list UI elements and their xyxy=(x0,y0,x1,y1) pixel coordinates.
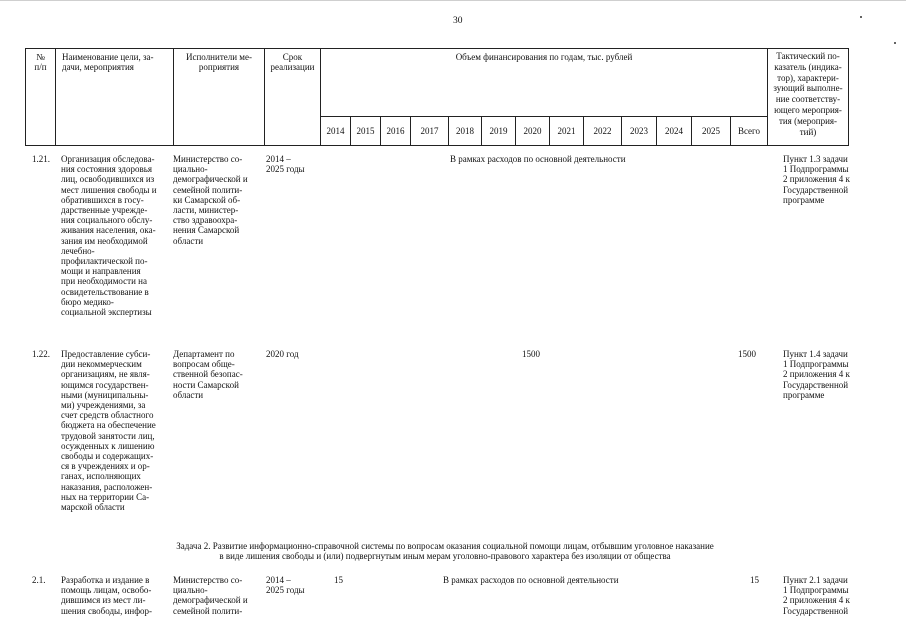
year-2025: 2025 xyxy=(692,117,731,146)
row-121-executors: Министерство со- циально- демографической и семейной полити- ки Самарской об- ласти, министер- ство здравоохра- нения Самарской области xyxy=(173,154,248,246)
header-num: № п/п xyxy=(26,49,56,146)
year-2018: 2018 xyxy=(449,117,482,146)
row-121-funding-note: В рамках расходов по основной деятельности xyxy=(450,154,626,164)
task-2-heading: Задача 2. Развитие информационно-справочной системы по вопросам оказания социальной помощи лицам, отбывшим уголовное наказание в виде лишения свободы и (или) подвергнутым иным мерам уголовно-правового характера без изоляции от общества xyxy=(176,541,714,561)
row-21-value-2014: 15 xyxy=(334,575,343,585)
year-2020: 2020 xyxy=(516,117,550,146)
row-21-total: 15 xyxy=(750,575,759,585)
year-2023: 2023 xyxy=(622,117,657,146)
row-122-total: 1500 xyxy=(738,349,756,359)
row-21-term: 2014 – 2025 годы xyxy=(266,575,305,596)
year-total: Всего xyxy=(731,117,768,146)
row-122-indicator: Пункт 1.4 задачи 1 Подпрограммы 2 приложения 4 к Государственной программе xyxy=(783,349,850,400)
row-122-term: 2020 год xyxy=(266,349,299,359)
year-2021: 2021 xyxy=(550,117,584,146)
year-2022: 2022 xyxy=(584,117,622,146)
year-2019: 2019 xyxy=(482,117,516,146)
header-name: Наименование цели, за- дачи, мероприятия xyxy=(56,49,174,146)
header-funding: Объем финансирования по годам, тыс. рублей xyxy=(321,49,768,117)
row-21-executors: Министерство со- циально- демографической и семейной полити- xyxy=(173,575,248,616)
row-121-indicator: Пункт 1.3 задачи 1 Подпрограммы 2 приложения 4 к Государственной программе xyxy=(783,154,850,205)
year-2017: 2017 xyxy=(411,117,449,146)
year-2016: 2016 xyxy=(381,117,411,146)
row-122-executors: Департамент по вопросам обще- ственной безопас- ности Самарской области xyxy=(173,349,243,400)
scan-speck xyxy=(894,42,896,44)
row-122-value-2020: 1500 xyxy=(522,349,540,359)
row-121-term: 2014 – 2025 годы xyxy=(266,154,305,175)
header-term: Срок реализации xyxy=(265,49,321,146)
row-121-name: Организация обследова- ния состояния здоровья лиц, освободившихся из мест лишения свободы и обратившихся в госу- дарственные учрежде- ния социального обслу- живания населения, ока- зания им необходимой лечебно- профилактической по- мощи и направления при необходимости на освидетельствование в бюро медико- социальной экспертизы xyxy=(61,154,157,318)
row-121-num: 1.21. xyxy=(32,154,50,164)
row-21-num: 2.1. xyxy=(32,575,46,585)
year-2015: 2015 xyxy=(351,117,381,146)
header-table xyxy=(25,48,849,146)
row-21-funding-note: В рамках расходов по основной деятельности xyxy=(443,575,619,585)
row-122-name: Предоставление субси- дии некоммерческим организациям, не явля- ющимся государствен- ными (муниципальны- ми) учреждениями, за счет средств областного бюджета на обеспечение трудовой занятости лиц, осужденных к лишению свободы и содержащих- ся в учреждениях и ор- ганах, исполняющих наказания, расположен- ных на территории Са- марской области xyxy=(61,349,156,513)
page-top-border xyxy=(0,0,906,1)
row-21-name: Разработка и издание в помощь лицам, освобо- дившимся из мест ли- шения свободы, инфор- xyxy=(61,575,153,616)
header-executors: Исполнители ме- роприятия xyxy=(174,49,265,146)
year-2024: 2024 xyxy=(657,117,692,146)
row-122-num: 1.22. xyxy=(32,349,50,359)
page-number: 30 xyxy=(453,16,463,26)
row-21-indicator: Пункт 2.1 задачи 1 Подпрограммы 2 приложения 4 к Государственной xyxy=(783,575,850,616)
year-2014: 2014 xyxy=(321,117,351,146)
header-indicator: Тактический по- казатель (индика- тор), характери- зующий выполне- ние соответству- ющего мероприя- тия (мероприя- тий) xyxy=(768,49,849,146)
scan-speck xyxy=(860,16,862,18)
